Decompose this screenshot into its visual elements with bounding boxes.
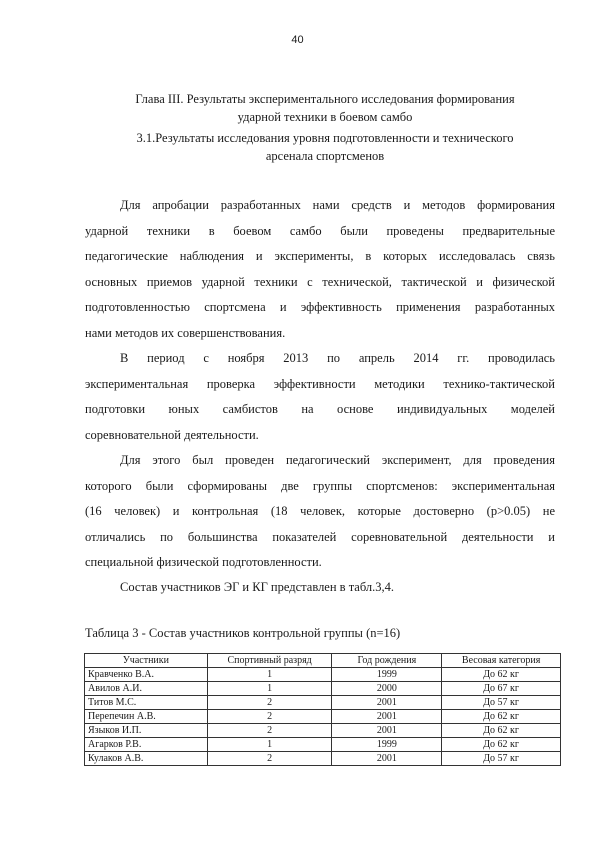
table-row (85, 752, 561, 766)
paragraph-3 (85, 448, 555, 576)
paragraph-line: основных приемов ударной техники с технической, тактической и физической (85, 274, 555, 289)
table-row (85, 724, 561, 738)
paragraph-line: соревновательной деятельности. (85, 427, 259, 442)
participant-name: Титов М.С. (85, 696, 208, 710)
weight-class: До 62 кг (442, 738, 561, 752)
paragraph-4 (85, 575, 555, 601)
column-header-weight-class: Весовая категория (442, 654, 561, 668)
birth-year: 2001 (332, 710, 442, 724)
paragraph-2 (85, 346, 555, 448)
paragraph-line: В период с ноября 2013 по апрель 2014 гг. проводилась (120, 351, 555, 365)
paragraph-line: подготовки юных самбистов на основе индивидуальных моделей (85, 402, 555, 416)
column-header-participants: Участники (85, 654, 208, 668)
table-header-row (85, 654, 561, 668)
participant-name: Кравченко В.А. (85, 668, 208, 682)
sport-rank: 2 (207, 752, 332, 766)
paragraph-line: (16 человек) и контрольная (18 человек, которые достоверно (p>0.05) не (85, 504, 555, 518)
weight-class: До 67 кг (442, 682, 561, 696)
column-header-birth-year: Год рождения (332, 654, 442, 668)
paragraph-line: нами методов их совершенствования. (85, 325, 286, 340)
table-caption: Таблица 3 - Состав участников контрольной группы (n=16) (85, 626, 401, 640)
paragraph-line: экспериментальная проверка эффективности методики технико-тактической (85, 376, 555, 391)
paragraph-line: Для этого был проведен педагогический эксперимент, для проведения (120, 453, 555, 467)
sport-rank: 1 (207, 738, 332, 752)
participant-name: Авилов А.И. (85, 682, 208, 696)
birth-year: 2000 (332, 682, 442, 696)
table-row (85, 668, 561, 682)
birth-year: 2001 (332, 752, 442, 766)
paragraph-line: Для апробации разработанных нами средств и методов формирования (120, 198, 555, 212)
paragraph-1 (85, 193, 555, 346)
sport-rank: 1 (207, 682, 332, 696)
chapter-title-line-1: Глава III. Результаты экспериментального исследования формирования (135, 92, 515, 106)
sport-rank: 2 (207, 724, 332, 738)
table-row (85, 682, 561, 696)
table-row (85, 696, 561, 710)
weight-class: До 62 кг (442, 668, 561, 682)
paragraph-line: отличались по большинства показателей соревновательной деятельности и (85, 529, 555, 544)
participant-name: Агарков Р.В. (85, 738, 208, 752)
paragraph-line: Состав участников ЭГ и КГ представлен в табл.3,4. (120, 580, 395, 594)
sport-rank: 2 (207, 696, 332, 710)
paragraph-line: которого были сформированы две группы спортсменов: экспериментальная (85, 478, 555, 493)
participant-name: Кулаков А.В. (85, 752, 208, 766)
sport-rank: 2 (207, 710, 332, 724)
table-row (85, 738, 561, 752)
birth-year: 2001 (332, 696, 442, 710)
table-row (85, 710, 561, 724)
column-header-sport-rank: Спортивный разряд (207, 654, 332, 668)
birth-year: 1999 (332, 668, 442, 682)
paragraph-line: педагогические наблюдения и эксперименты, в которых исследовалась связь (85, 249, 555, 263)
page-number: 40 (291, 34, 304, 46)
weight-class: До 62 кг (442, 710, 561, 724)
paragraph-line: подготовленностью спортсмена и эффективность применения разработанных (85, 300, 555, 314)
weight-class: До 57 кг (442, 696, 561, 710)
weight-class: До 57 кг (442, 752, 561, 766)
participant-name: Языков И.П. (85, 724, 208, 738)
participants-table (84, 653, 561, 766)
paragraph-line: специальной физической подготовленности. (85, 555, 322, 569)
birth-year: 2001 (332, 724, 442, 738)
birth-year: 1999 (332, 738, 442, 752)
chapter-title-line-2: ударной техники в боевом самбо (237, 110, 413, 124)
participant-name: Перепечин А.В. (85, 710, 208, 724)
weight-class: До 62 кг (442, 724, 561, 738)
section-title-line-1: 3.1.Результаты исследования уровня подготовленности и технического (136, 131, 514, 145)
sport-rank: 1 (207, 668, 332, 682)
paragraph-line: ударной техники в боевом самбо были проведены предварительные (85, 223, 555, 238)
section-title-line-2: арсенала спортсменов (265, 149, 385, 163)
